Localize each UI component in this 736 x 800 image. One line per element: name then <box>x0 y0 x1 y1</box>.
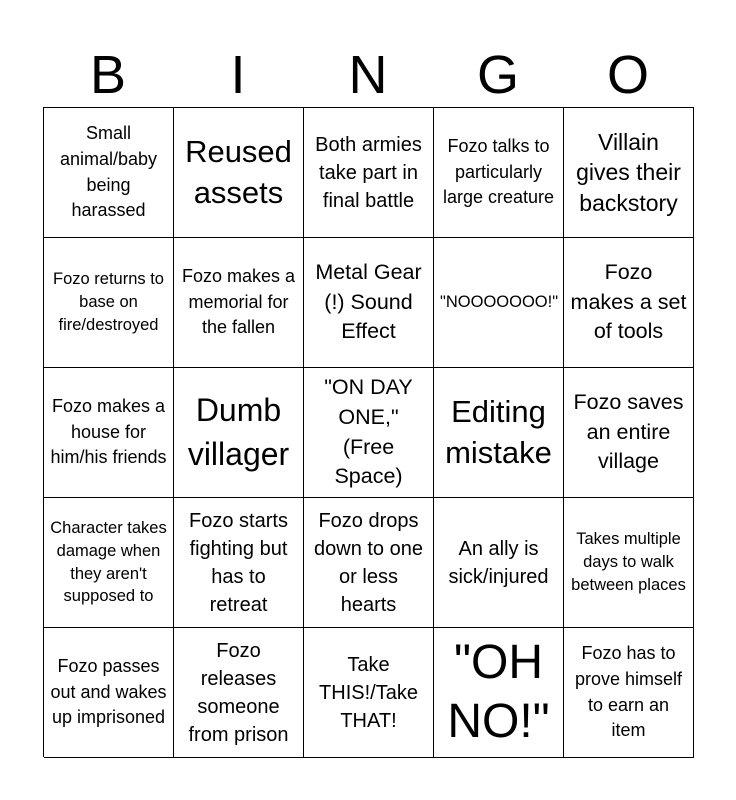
header-letter-i: I <box>230 45 246 105</box>
bingo-cell-text: Villain gives their backstory <box>576 128 681 216</box>
bingo-cell-text: "NOOOOOOO!" <box>440 293 559 312</box>
bingo-cell-text: Reused assets <box>185 134 292 210</box>
bingo-cell[interactable] <box>564 238 694 368</box>
header-letter-n: N <box>348 45 388 105</box>
bingo-cell[interactable] <box>44 498 174 628</box>
header-letter-b: B <box>89 45 127 105</box>
header-letter-g: G <box>476 45 519 105</box>
bingo-cell[interactable] <box>564 108 694 238</box>
bingo-cell[interactable] <box>174 108 304 238</box>
bingo-cell[interactable] <box>564 498 694 628</box>
bingo-cell[interactable] <box>434 108 564 238</box>
bingo-cell[interactable] <box>564 368 694 498</box>
bingo-cell[interactable] <box>304 628 434 758</box>
bingo-cell[interactable] <box>44 108 174 238</box>
bingo-cell-text: Dumb villager <box>187 391 290 472</box>
bingo-cell-text: Fozo releases someone from prison <box>188 639 289 746</box>
bingo-cell[interactable] <box>174 368 304 498</box>
bingo-cell[interactable] <box>564 628 694 758</box>
bingo-cell[interactable] <box>304 498 434 628</box>
bingo-cell[interactable] <box>174 498 304 628</box>
bingo-cell-text: Small animal/baby being harassed <box>59 123 158 221</box>
bingo-cell-text: Fozo has to prove himself to earn an item <box>574 643 683 741</box>
bingo-cell[interactable] <box>434 628 564 758</box>
bingo-cell-text: Fozo starts fighting but has to retreat <box>189 509 288 616</box>
bingo-cell[interactable] <box>304 108 434 238</box>
bingo-header <box>43 40 693 108</box>
bingo-cell-text: "OH NO!" <box>447 635 550 748</box>
bingo-cell-text: Fozo drops down to one or less hearts <box>314 509 423 616</box>
bingo-cell-text: Character takes damage when they aren't supposed to <box>50 518 167 606</box>
bingo-cell-text: Fozo saves an entire village <box>573 390 684 474</box>
bingo-cell[interactable] <box>44 628 174 758</box>
bingo-cell-text: Fozo makes a set of tools <box>570 260 687 344</box>
bingo-cell-text: Fozo talks to particularly large creature <box>442 136 555 208</box>
bingo-cell[interactable] <box>44 368 174 498</box>
free-space-text: "ON DAY ONE," (Free Space) <box>324 375 413 489</box>
bingo-cell-text: Editing mistake <box>445 394 552 470</box>
bingo-cell free-space[interactable] <box>304 368 434 498</box>
bingo-cell-text: Fozo passes out and wakes up imprisoned <box>50 656 167 728</box>
bingo-cell-text: Take THIS!/Take THAT! <box>319 653 418 732</box>
bingo-cell[interactable] <box>174 238 304 368</box>
bingo-cell-text: Fozo makes a memorial for the fallen <box>181 266 296 338</box>
bingo-board <box>43 107 694 757</box>
header-letter-o: O <box>606 45 649 105</box>
bingo-cell-text: Takes multiple days to walk between places <box>571 530 686 594</box>
bingo-cell-text: Fozo returns to base on fire/destroyed <box>53 270 164 334</box>
bingo-cell[interactable] <box>434 238 564 368</box>
bingo-cell-text: Both armies take part in final battle <box>315 133 422 212</box>
bingo-cell[interactable] <box>434 498 564 628</box>
bingo-cell-text: Metal Gear (!) Sound Effect <box>315 260 422 344</box>
bingo-cell[interactable] <box>174 628 304 758</box>
bingo-cell[interactable] <box>44 238 174 368</box>
bingo-cell-text: Fozo makes a house for him/his friends <box>50 396 167 468</box>
bingo-cell[interactable] <box>434 368 564 498</box>
bingo-cell[interactable] <box>304 238 434 368</box>
bingo-cell-text: An ally is sick/injured <box>448 537 549 588</box>
